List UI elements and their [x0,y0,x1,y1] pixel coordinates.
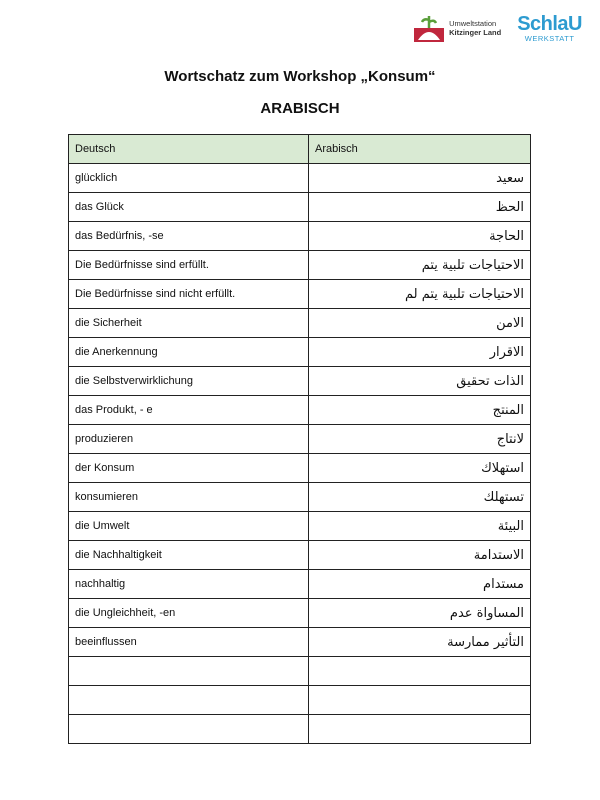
cell-deutsch: glücklich [69,164,309,193]
umweltstation-region: Kitzinger Land [449,28,502,38]
table-row [69,715,531,744]
table-row [69,222,531,251]
cell-arabisch: مستدام [309,570,531,599]
cell-arabisch: التأثير ممارسة [309,628,531,657]
table-row [69,251,531,280]
cell-deutsch [69,686,309,715]
cell-deutsch: produzieren [69,425,309,454]
table-row [69,657,531,686]
cell-arabisch: الاقرار [309,338,531,367]
cell-arabisch: البيئة [309,512,531,541]
cell-deutsch: das Bedürfnis, -se [69,222,309,251]
table-row [69,454,531,483]
cell-deutsch: konsumieren [69,483,309,512]
cell-deutsch: der Konsum [69,454,309,483]
table-row [69,628,531,657]
cell-deutsch [69,715,309,744]
cell-arabisch: الاحتياجات تلبية يتم لم [309,280,531,309]
cell-deutsch: die Ungleichheit, -en [69,599,309,628]
cell-arabisch: الاحتياجات تلبية يتم [309,251,531,280]
cell-deutsch: die Umwelt [69,512,309,541]
cell-arabisch: الامن [309,309,531,338]
cell-arabisch: استهلاك [309,454,531,483]
cell-arabisch: تستهلك [309,483,531,512]
table-row [69,483,531,512]
umweltstation-logo [414,14,501,42]
table-row [69,570,531,599]
cell-arabisch: سعيد [309,164,531,193]
table-row [69,599,531,628]
cell-deutsch: die Anerkennung [69,338,309,367]
cell-arabisch: الاستدامة [309,541,531,570]
schlau-logo-sub: WERKSTATT [524,34,575,43]
cell-arabisch: لانتاج [309,425,531,454]
cell-arabisch: الذات تحقيق [309,367,531,396]
umweltstation-mark-icon [414,14,444,42]
cell-arabisch [309,715,531,744]
table-row [69,193,531,222]
page-subtitle: ARABISCH [260,100,340,117]
table-row [69,425,531,454]
cell-deutsch [69,657,309,686]
cell-deutsch: Die Bedürfnisse sind nicht erfüllt. [69,280,309,309]
cell-deutsch: die Nachhaltigkeit [69,541,309,570]
header-logos [414,14,582,43]
table-row [69,164,531,193]
table-row [69,338,531,367]
table-header-row [69,135,531,164]
cell-deutsch: beeinflussen [69,628,309,657]
cell-deutsch: das Glück [69,193,309,222]
cell-arabisch [309,686,531,715]
cell-deutsch: die Selbstverwirklichung [69,367,309,396]
column-header-arabisch: Arabisch [309,135,531,164]
cell-arabisch: المساواة عدم [309,599,531,628]
cell-deutsch: das Produkt, - e [69,396,309,425]
schlau-logo-main: SchlaU [517,13,582,35]
cell-deutsch: die Sicherheit [69,309,309,338]
table-row [69,396,531,425]
cell-deutsch: nachhaltig [69,570,309,599]
table-row [69,686,531,715]
column-header-deutsch: Deutsch [69,135,309,164]
cell-arabisch: الحظ [309,193,531,222]
table-row [69,541,531,570]
cell-arabisch: المنتج [309,396,531,425]
umweltstation-name: Umweltstation [449,19,497,29]
cell-arabisch: الحاجة [309,222,531,251]
table-row [69,512,531,541]
cell-deutsch: Die Bedürfnisse sind erfüllt. [69,251,309,280]
table-row [69,367,531,396]
table-row [69,280,531,309]
table-row [69,309,531,338]
page-title: Wortschatz zum Workshop „Konsum“ [164,68,436,85]
schlau-logo [517,14,582,43]
cell-arabisch [309,657,531,686]
vocabulary-table [68,134,531,744]
